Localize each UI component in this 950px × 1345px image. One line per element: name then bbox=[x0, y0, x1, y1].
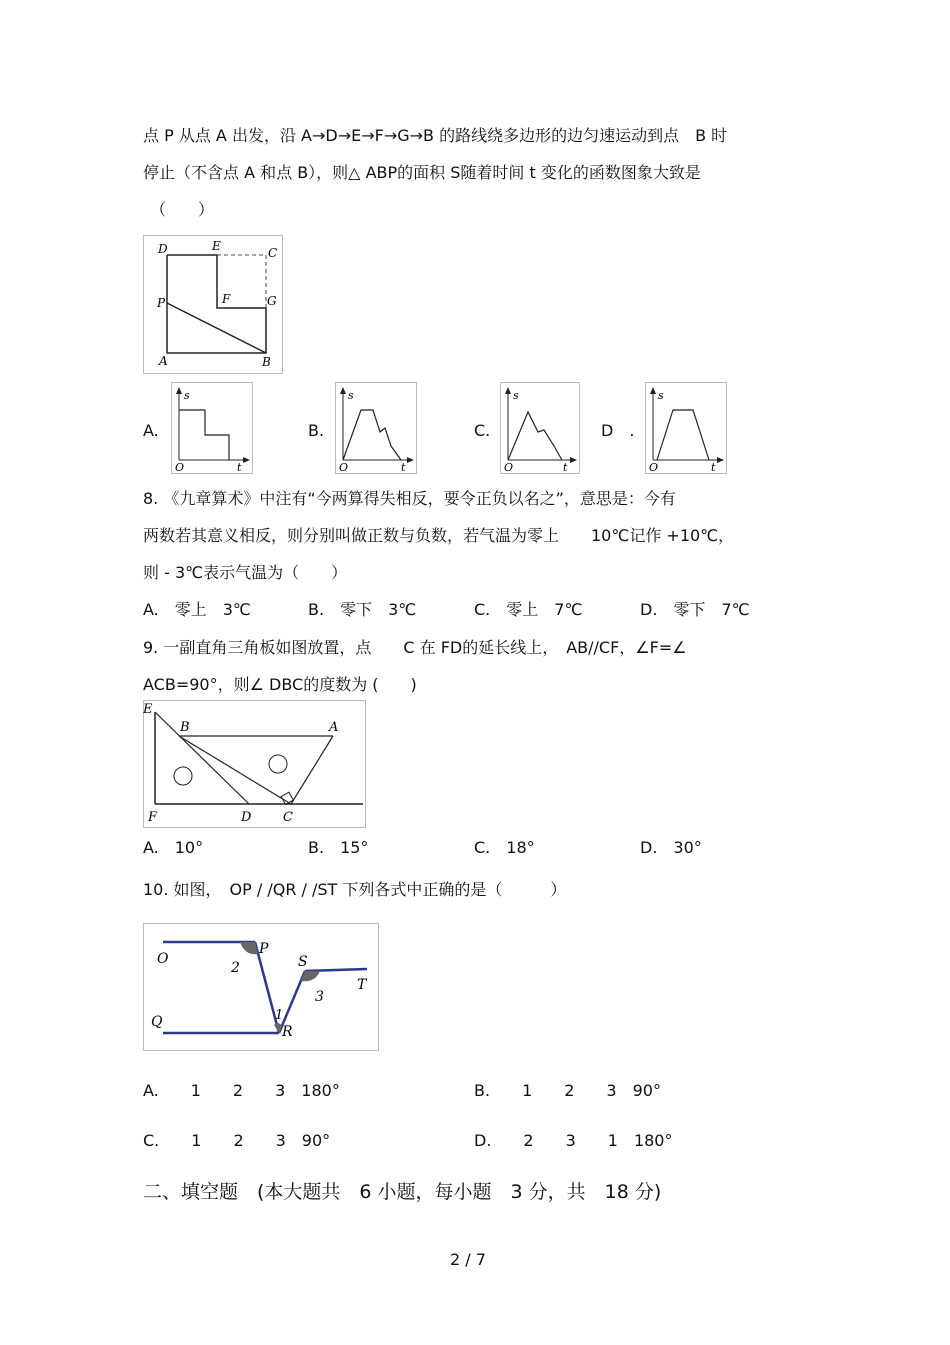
label-q: Q bbox=[151, 1014, 163, 1030]
axis-s: s bbox=[513, 389, 519, 402]
q10-option-a[interactable]: A. 1 2 3 180° bbox=[143, 1081, 340, 1100]
label-p: P bbox=[157, 296, 166, 310]
q8-line-2: 两数若其意义相反，则分别叫做正数与负数，若气温为零上 10℃记作 +10℃， bbox=[143, 526, 735, 545]
q9-option-b[interactable]: B. 15° bbox=[308, 838, 369, 857]
label-e: E bbox=[212, 239, 221, 253]
label-p: P bbox=[259, 941, 269, 957]
label-r: R bbox=[282, 1024, 293, 1040]
q9-line-1: 9. 一副直角三角板如图放置，点 C 在 FD的延长线上， AB//CF，∠F=∠ bbox=[143, 638, 687, 657]
label-f: F bbox=[222, 292, 231, 306]
label-b: B bbox=[180, 720, 190, 735]
label-e: E bbox=[143, 702, 153, 717]
q7-option-d-graph bbox=[645, 382, 727, 474]
label-t: T bbox=[357, 977, 367, 993]
label-b: B bbox=[262, 355, 271, 369]
q9-line-2: ACB=90°，则∠ DBC的度数为 ( ) bbox=[143, 675, 417, 694]
q10-line-1: 10. 如图， OP / /QR / /ST 下列各式中正确的是（ ） bbox=[143, 880, 567, 899]
q9-option-c[interactable]: C. 18° bbox=[474, 838, 535, 857]
q8-option-b[interactable]: B. 零下 3℃ bbox=[308, 600, 417, 619]
q10-option-c[interactable]: C. 1 2 3 90° bbox=[143, 1131, 331, 1150]
q10-option-d[interactable]: D. 2 3 1 180° bbox=[474, 1131, 673, 1150]
axis-o: O bbox=[649, 461, 659, 474]
q9-option-a[interactable]: A. 10° bbox=[143, 838, 204, 857]
page-number: 2 / 7 bbox=[450, 1250, 486, 1269]
q7-option-d-label[interactable]: D . bbox=[601, 421, 635, 440]
axis-o: O bbox=[175, 461, 185, 474]
label-a: A bbox=[329, 720, 339, 735]
q9-triangle-figure bbox=[143, 700, 366, 828]
q7-option-c-graph bbox=[500, 382, 580, 474]
q7-line-3: （ ） bbox=[150, 200, 215, 219]
label-g: G bbox=[267, 294, 277, 308]
q8-option-a[interactable]: A. 零上 3℃ bbox=[143, 600, 251, 619]
q8-option-d[interactable]: D. 零下 7℃ bbox=[640, 600, 750, 619]
q10-parallel-lines-figure bbox=[143, 923, 379, 1051]
axis-t: t bbox=[401, 461, 406, 474]
q7-line-2: 停止（不含点 A 和点 B），则△ ABP的面积 S随着时间 t 变化的函数图象大致是 bbox=[143, 163, 701, 182]
axis-t: t bbox=[711, 461, 716, 474]
axis-s: s bbox=[184, 389, 190, 402]
q9-option-d[interactable]: D. 30° bbox=[640, 838, 702, 857]
label-c: C bbox=[268, 246, 278, 260]
section-2-heading: 二、填空题 (本大题共 6 小题，每小题 3 分，共 18 分) bbox=[143, 1181, 662, 1203]
label-1: 1 bbox=[275, 1008, 284, 1023]
label-d: D bbox=[241, 810, 252, 825]
label-o: O bbox=[157, 951, 169, 967]
q8-line-1: 8. 《九章算术》中注有“今两算得失相反，要令正负以名之”，意思是：今有 bbox=[143, 489, 676, 508]
label-2: 2 bbox=[231, 960, 240, 976]
q8-option-c[interactable]: C. 零上 7℃ bbox=[474, 600, 583, 619]
label-f: F bbox=[148, 810, 158, 825]
axis-o: O bbox=[504, 461, 514, 474]
label-3: 3 bbox=[315, 989, 324, 1005]
q7-option-a-label[interactable]: A. bbox=[143, 421, 159, 440]
q7-line-1: 点 P 从点 A 出发，沿 A→D→E→F→G→B 的路线绕多边形的边匀速运动到点 B 时 bbox=[143, 126, 728, 145]
q8-line-3: 则 - 3℃表示气温为（ ） bbox=[143, 563, 348, 582]
q10-option-b[interactable]: B. 1 2 3 90° bbox=[474, 1081, 661, 1100]
label-c: C bbox=[283, 810, 293, 825]
q7-option-c-label[interactable]: C. bbox=[474, 421, 491, 440]
axis-t: t bbox=[563, 461, 568, 474]
q7-option-b-label[interactable]: B. bbox=[308, 421, 325, 440]
q7-polygon-figure bbox=[143, 235, 283, 374]
label-d: D bbox=[158, 242, 168, 256]
axis-t: t bbox=[237, 461, 242, 474]
axis-s: s bbox=[658, 389, 664, 402]
axis-o: O bbox=[339, 461, 349, 474]
q7-option-a-graph bbox=[171, 382, 253, 474]
q7-option-b-graph bbox=[335, 382, 417, 474]
label-a: A bbox=[159, 354, 168, 368]
label-s: S bbox=[298, 954, 308, 970]
axis-s: s bbox=[348, 389, 354, 402]
